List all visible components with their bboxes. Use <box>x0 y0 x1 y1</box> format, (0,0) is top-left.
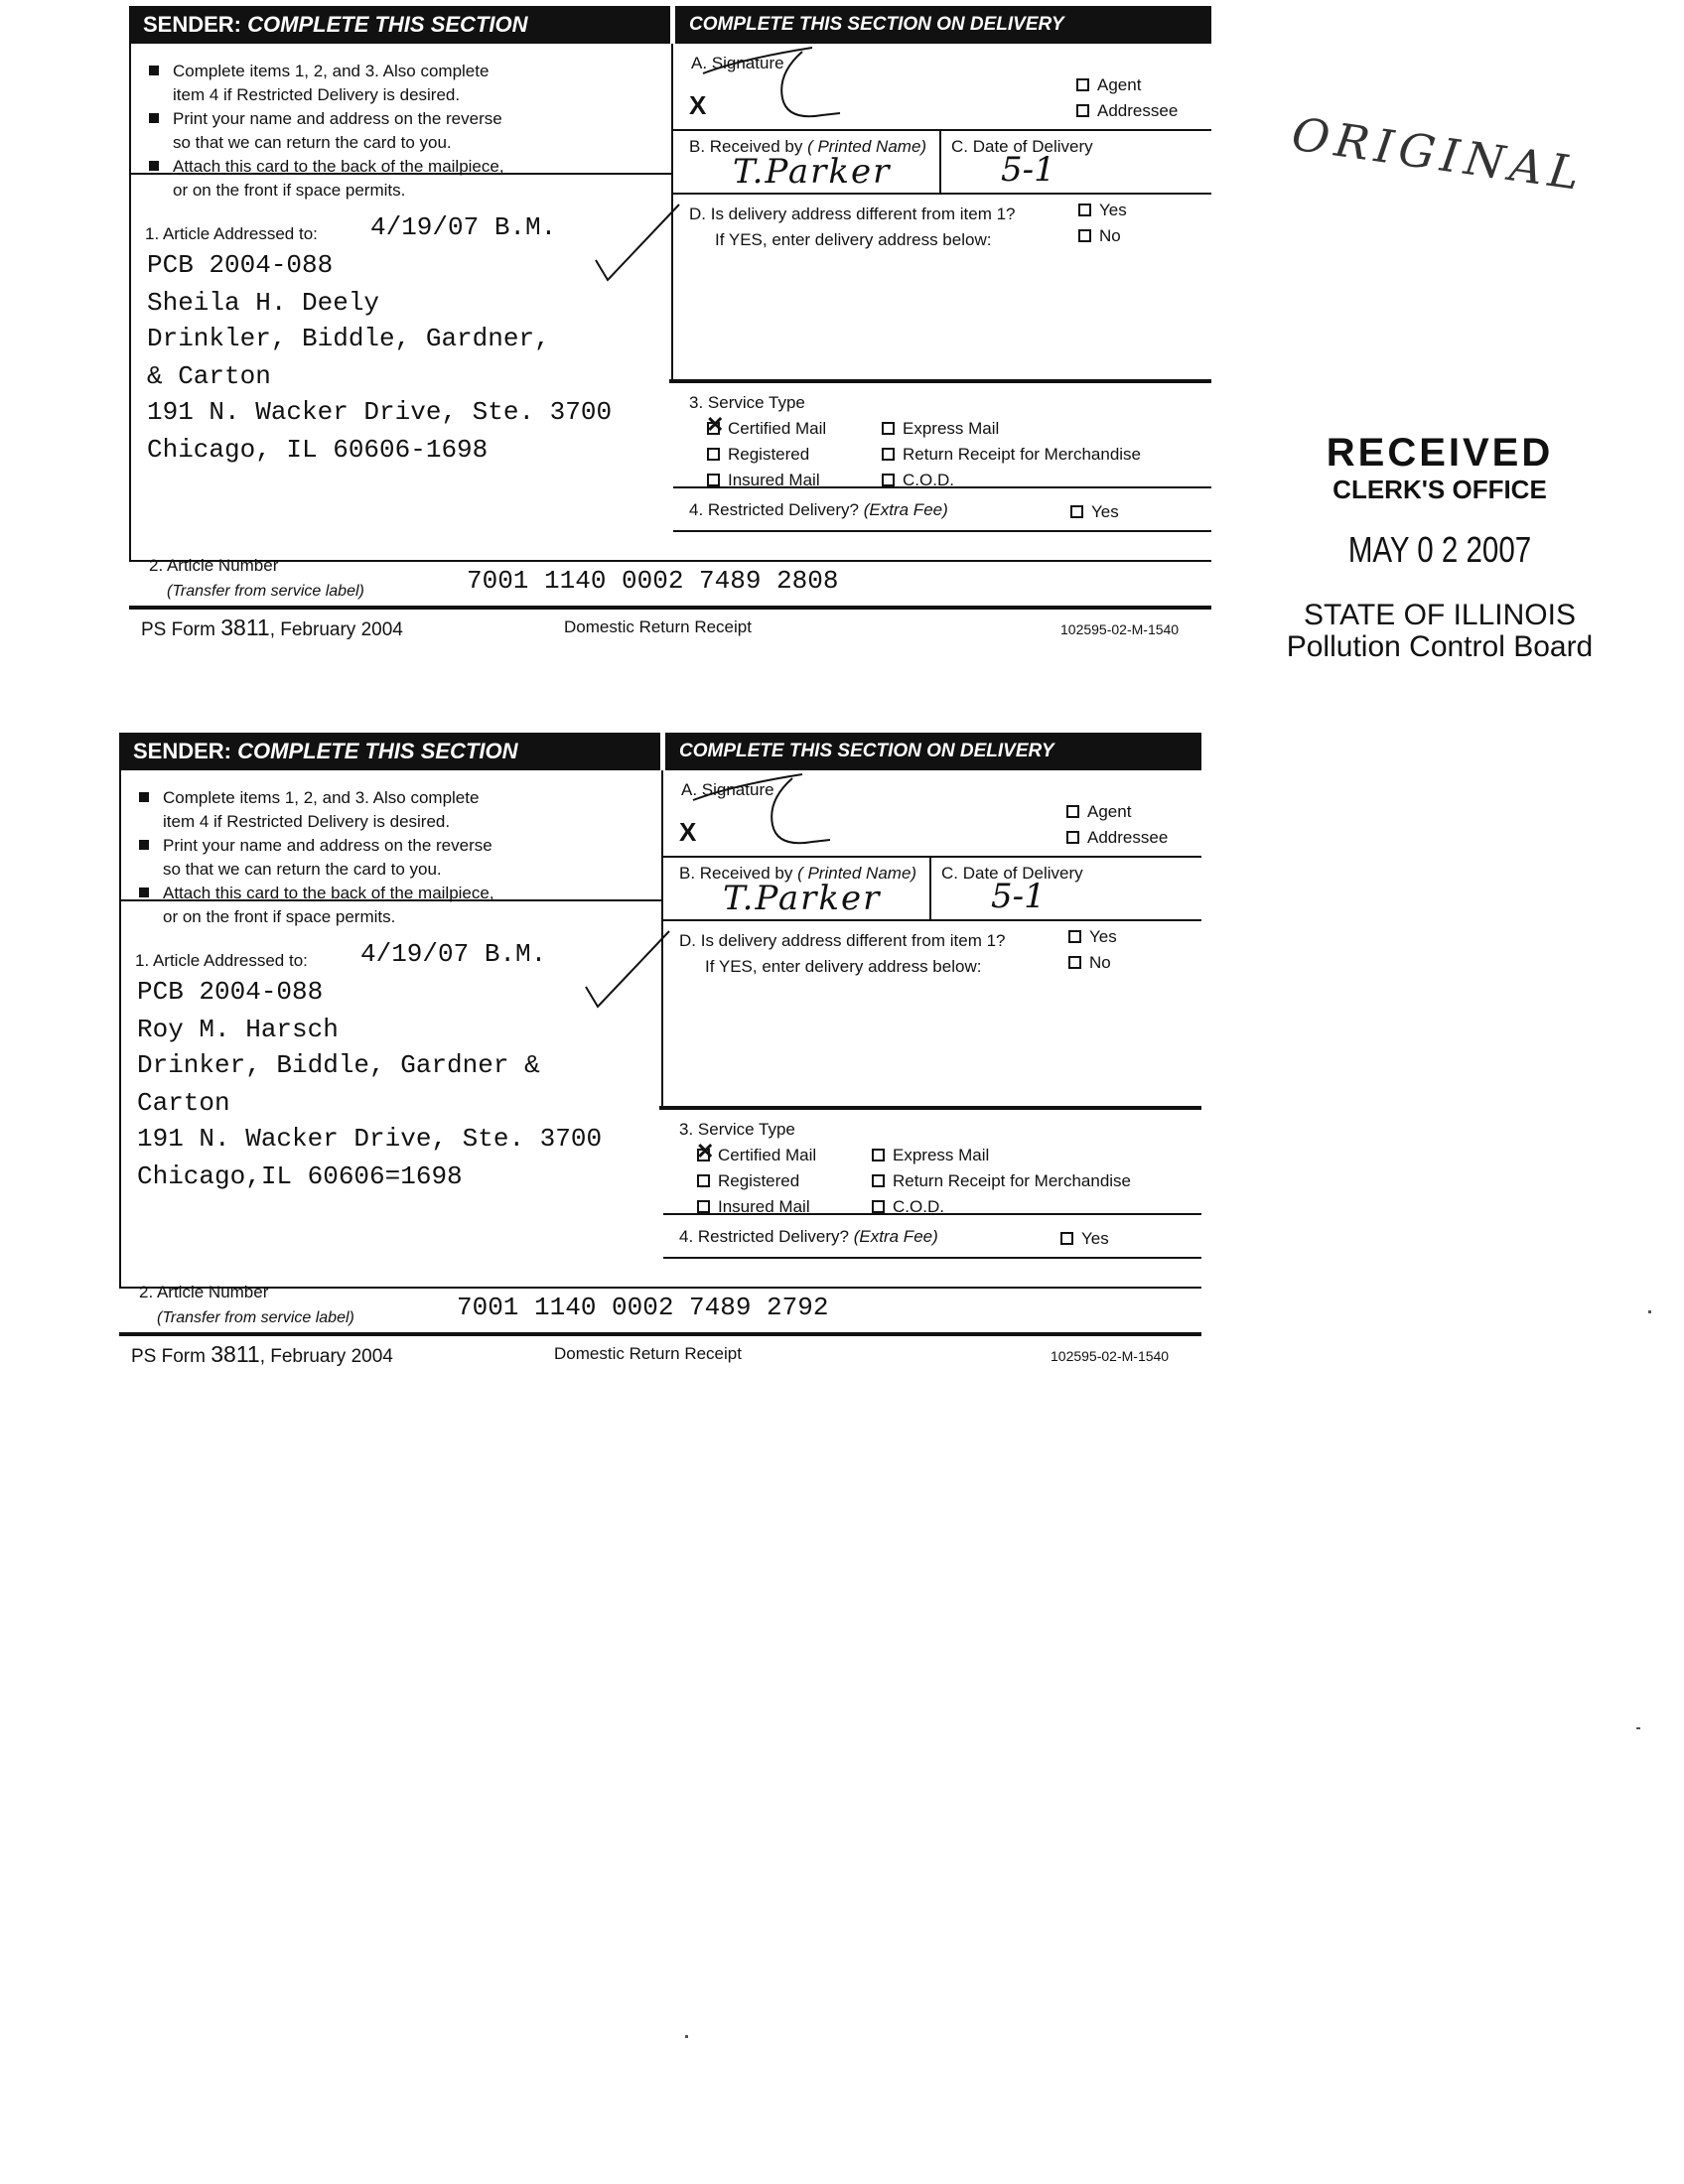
received-by-handwritten: T.Parker <box>733 152 892 192</box>
d-no-checkbox[interactable] <box>1068 956 1081 969</box>
stamp-state: STATE OF ILLINOIS <box>1304 599 1576 631</box>
address-line: Roy M. Harsch <box>137 1015 339 1044</box>
return-receipt-card <box>127 4 1219 640</box>
addressee-checkbox[interactable] <box>1076 104 1089 117</box>
scan-speck <box>1636 1727 1640 1729</box>
return-receipt-checkbox[interactable] <box>882 448 895 461</box>
agent-checkbox[interactable] <box>1076 78 1089 91</box>
express-mail-checkbox[interactable] <box>882 422 895 435</box>
date-divider <box>939 129 941 195</box>
date-of-delivery-handwritten: 5-1 <box>991 877 1046 916</box>
original-handwritten-note: ORIGINAL <box>1288 106 1589 202</box>
left-border <box>129 44 131 560</box>
article-number-bottom <box>129 606 1211 610</box>
agent-option[interactable]: Agent <box>1076 75 1141 95</box>
ps-form-label: PS Form 3811, February 2004 <box>141 614 403 640</box>
date-of-delivery-label: C. Date of Delivery <box>951 137 1093 156</box>
article-number-top <box>119 1287 1201 1289</box>
article-addressed-label: 1. Article Addressed to: <box>135 951 308 970</box>
article-number-bottom <box>119 1332 1201 1336</box>
article-addressed-label: 1. Article Addressed to: <box>145 224 318 243</box>
agent-checkbox[interactable] <box>1066 805 1079 818</box>
article-number: 7001 1140 0002 7489 2792 <box>457 1293 829 1322</box>
agent-option[interactable]: Agent <box>1066 802 1131 822</box>
delivery-section-header: COMPLETE THIS SECTION ON DELIVERY <box>675 6 1211 44</box>
addressee-option[interactable]: Addressee <box>1066 828 1168 848</box>
instruction-line: Attach this card to the back of the mailpiece, <box>149 157 504 177</box>
instruction-line: or on the front if space permits. <box>173 181 406 200</box>
address-line: Chicago,IL 60606=1698 <box>137 1161 463 1191</box>
signature-label: A. Signature <box>691 54 784 72</box>
return-receipt-checkbox[interactable] <box>872 1174 885 1187</box>
restricted-delivery-label: 4. Restricted Delivery? (Extra Fee) <box>689 500 948 519</box>
certified-mail-option[interactable]: ✕Certified Mail <box>697 1146 816 1165</box>
form-code: 102595-02-M-1540 <box>1060 621 1180 637</box>
d-no-option[interactable]: No <box>1078 226 1121 246</box>
received-divider <box>663 919 1201 921</box>
return-receipt-card <box>117 731 1209 1367</box>
ps-form-label: PS Form 3811, February 2004 <box>131 1341 393 1367</box>
signature-x: X <box>679 817 697 847</box>
insured-mail-option[interactable]: Insured Mail <box>697 1197 810 1217</box>
address-line: PCB 2004-088 <box>137 977 324 1007</box>
d-no-option[interactable]: No <box>1068 953 1111 973</box>
domestic-return-receipt: Domestic Return Receipt <box>554 1344 742 1363</box>
article-addressed-date: 4/19/07 B.M. <box>370 212 557 242</box>
service-type-label: 3. Service Type <box>679 1120 795 1139</box>
received-by-label: B. Received by ( Printed Name) <box>679 864 917 883</box>
signature-x: X <box>689 90 707 120</box>
restricted-yes-checkbox[interactable] <box>1060 1232 1073 1245</box>
instruction-line: Print your name and address on the reverse <box>139 836 492 856</box>
d-yes-checkbox[interactable] <box>1068 930 1081 943</box>
address-line: Drinker, Biddle, Gardner & <box>137 1050 540 1080</box>
registered-checkbox[interactable] <box>697 1174 710 1187</box>
date-divider <box>929 856 931 921</box>
d-yes-checkbox[interactable] <box>1078 204 1091 216</box>
d-yes-option[interactable]: Yes <box>1078 201 1127 220</box>
handwritten-signature <box>693 770 832 850</box>
article-number: 7001 1140 0002 7489 2808 <box>467 566 839 596</box>
sender-section-header: SENDER: COMPLETE THIS SECTION <box>119 733 660 770</box>
addressee-checkbox[interactable] <box>1066 831 1079 844</box>
instruction-line: Complete items 1, 2, and 3. Also complete <box>139 788 479 808</box>
address-line: Sheila H. Deely <box>147 288 380 318</box>
article-addressed-date: 4/19/07 B.M. <box>360 939 547 969</box>
insured-mail-checkbox[interactable] <box>707 474 720 486</box>
restricted-yes-option[interactable]: Yes <box>1060 1229 1109 1249</box>
instruction-line: Print your name and address on the reverse <box>149 109 502 129</box>
received-by-label: B. Received by ( Printed Name) <box>689 137 927 156</box>
restricted-yes-checkbox[interactable] <box>1070 505 1083 518</box>
article-number-top <box>129 560 1211 562</box>
instruction-line: Attach this card to the back of the mailpiece, <box>139 884 494 903</box>
section-d-bottom <box>669 379 1211 383</box>
service-type-label: 3. Service Type <box>689 393 805 412</box>
article-number-label: 2. Article Number <box>149 556 279 575</box>
insured-mail-checkbox[interactable] <box>697 1200 710 1213</box>
handwritten-checkmark <box>584 929 673 1038</box>
transfer-label: (Transfer from service label) <box>157 1309 354 1326</box>
cod-option[interactable]: C.O.D. <box>872 1197 944 1217</box>
registered-checkbox[interactable] <box>707 448 720 461</box>
address-line: Carton <box>137 1088 230 1118</box>
address-line: PCB 2004-088 <box>147 250 334 280</box>
address-line: 191 N. Wacker Drive, Ste. 3700 <box>137 1124 603 1154</box>
sender-section-header: SENDER: COMPLETE THIS SECTION <box>129 6 670 44</box>
addressee-option[interactable]: Addressee <box>1076 101 1178 121</box>
instruction-line: so that we can return the card to you. <box>173 133 452 152</box>
d-no-checkbox[interactable] <box>1078 229 1091 242</box>
restricted-divider <box>663 1257 1201 1259</box>
express-mail-checkbox[interactable] <box>872 1149 885 1161</box>
instruction-line: item 4 if Restricted Delivery is desired. <box>163 812 451 831</box>
section-d-bottom <box>659 1106 1201 1110</box>
return-receipt-card-1-slot <box>127 4 1219 639</box>
handwritten-checkmark <box>594 203 683 312</box>
date-of-delivery-handwritten: 5-1 <box>1001 150 1055 190</box>
received-divider <box>673 193 1211 195</box>
stamp-office: CLERK'S OFFICE <box>1333 475 1547 504</box>
express-mail-option[interactable]: Express Mail <box>882 419 999 439</box>
scan-speck <box>1648 1310 1651 1313</box>
stamp-received: RECEIVED <box>1326 431 1554 475</box>
registered-option[interactable]: Registered <box>707 445 809 465</box>
restricted-delivery-label: 4. Restricted Delivery? (Extra Fee) <box>679 1227 938 1246</box>
instruction-line: or on the front if space permits. <box>163 907 396 926</box>
certified-mail-option[interactable]: ✕Certified Mail <box>707 419 826 439</box>
d-yes-option[interactable]: Yes <box>1068 927 1117 947</box>
certified-mail-checkbox[interactable] <box>697 1149 710 1161</box>
address-line: Chicago, IL 60606-1698 <box>147 435 489 465</box>
transfer-label: (Transfer from service label) <box>167 583 364 600</box>
stamp-board: Pollution Control Board <box>1286 630 1594 663</box>
address-line: Drinkler, Biddle, Gardner, <box>147 324 550 353</box>
return-receipt-option[interactable]: Return Receipt for Merchandise <box>882 445 1141 465</box>
certified-mail-checkbox[interactable] <box>707 422 720 435</box>
handwritten-signature <box>703 44 842 123</box>
received-stamp <box>1271 431 1609 663</box>
scan-speck <box>685 2035 688 2038</box>
different-address-sub: If YES, enter delivery address below: <box>715 230 992 249</box>
return-receipt-option[interactable]: Return Receipt for Merchandise <box>872 1171 1131 1191</box>
form-code: 102595-02-M-1540 <box>1051 1348 1170 1364</box>
article-number-label: 2. Article Number <box>139 1283 269 1301</box>
signature-label: A. Signature <box>681 780 774 799</box>
domestic-return-receipt: Domestic Return Receipt <box>564 617 752 636</box>
restricted-yes-option[interactable]: Yes <box>1070 502 1119 522</box>
stamp-date: MAY 0 2 2007 <box>1347 529 1532 570</box>
date-of-delivery-label: C. Date of Delivery <box>941 864 1083 883</box>
address-line: 191 N. Wacker Drive, Ste. 3700 <box>147 397 613 427</box>
received-by-handwritten: T.Parker <box>723 879 882 918</box>
cod-checkbox[interactable] <box>872 1200 885 1213</box>
signature-divider <box>663 856 1201 858</box>
signature-divider <box>673 129 1211 131</box>
different-address-sub: If YES, enter delivery address below: <box>705 957 982 976</box>
left-border <box>119 770 121 1287</box>
instruction-line: Complete items 1, 2, and 3. Also complete <box>149 62 489 81</box>
different-address-label: D. Is delivery address different from item 1? <box>689 205 1016 223</box>
insured-mail-option[interactable]: Insured Mail <box>707 471 820 490</box>
express-mail-option[interactable]: Express Mail <box>872 1146 989 1165</box>
instruction-line: so that we can return the card to you. <box>163 860 442 879</box>
registered-option[interactable]: Registered <box>697 1171 799 1191</box>
return-receipt-card-2-slot <box>117 731 1209 1366</box>
address-line: & Carton <box>147 361 271 391</box>
restricted-divider <box>673 530 1211 532</box>
cod-checkbox[interactable] <box>882 474 895 486</box>
instruction-line: item 4 if Restricted Delivery is desired. <box>173 85 461 104</box>
cod-option[interactable]: C.O.D. <box>882 471 954 490</box>
different-address-label: D. Is delivery address different from item 1? <box>679 931 1006 950</box>
delivery-section-header: COMPLETE THIS SECTION ON DELIVERY <box>665 733 1201 770</box>
